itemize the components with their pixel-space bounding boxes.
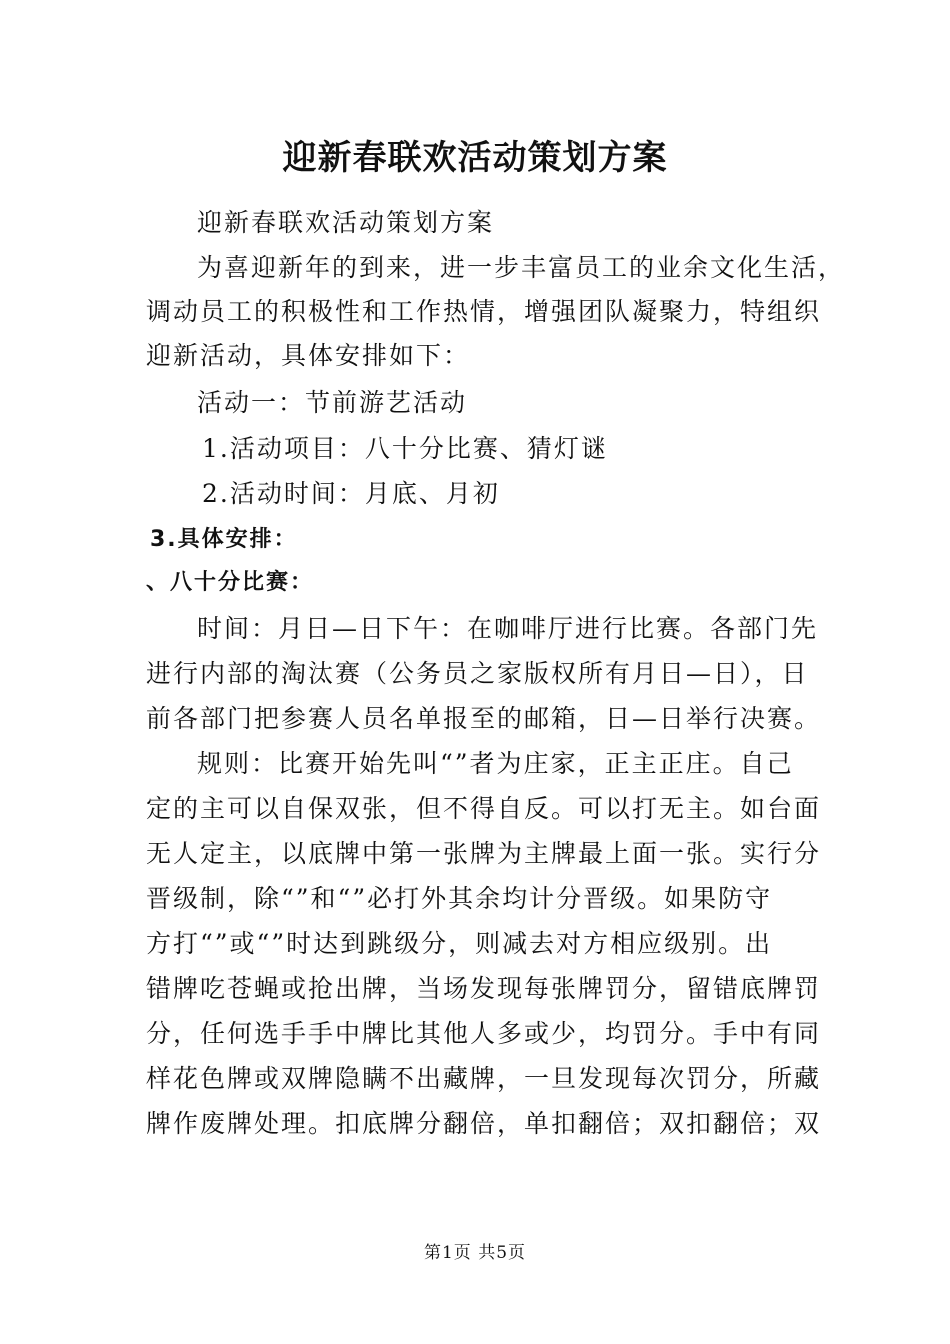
paragraph-line: 调动员工的积极性和工作热情，增强团队凝聚力，特组织: [146, 297, 822, 326]
paragraph-line: 样花色牌或双牌隐瞒不出藏牌，一旦发现每次罚分，所藏: [146, 1064, 822, 1093]
paragraph-line: 错牌吃苍蝇或抢出牌，当场发现每张牌罚分，留错底牌罚: [146, 974, 822, 1003]
document-title: 迎新春联欢活动策划方案: [282, 138, 668, 178]
paragraph-line: 为喜迎新年的到来，进一步丰富员工的业余文化生活，: [197, 253, 846, 282]
paragraph-line: 无人定主，以底牌中第一张牌为主牌最上面一张。实行分: [146, 839, 822, 868]
paragraph-line: 迎新活动，具体安排如下：: [146, 341, 471, 370]
paragraph-line: 时间：月日—日下午：在咖啡厅进行比赛。各部门先: [197, 614, 819, 643]
paragraph-line: 进行内部的淘汰赛（公务员之家版权所有月日—日），日: [146, 659, 809, 688]
section-heading: 3.具体安排：: [150, 527, 298, 552]
paragraph-line: 方打“”或“”时达到跳级分，则减去对方相应级别。出: [146, 929, 773, 958]
paragraph-line: 规则：比赛开始先叫“”者为庄家，正主正庄。自己: [197, 749, 794, 778]
paragraph-line: 晋级制，除“”和“”必打外其余均计分晋级。如果防守: [146, 884, 773, 913]
paragraph-line: 定的主可以自保双张，但不得自反。可以打无主。如台面: [146, 794, 822, 823]
paragraph-line: 1.活动项目：八十分比赛、猜灯谜: [202, 434, 608, 463]
paragraph-line: 牌作废牌处理。扣底牌分翻倍，单扣翻倍；双扣翻倍；双: [146, 1109, 822, 1138]
paragraph-line: 活动一：节前游艺活动: [197, 388, 468, 417]
paragraph-line: 迎新春联欢活动策划方案: [197, 208, 495, 237]
section-heading: 、八十分比赛：: [146, 570, 315, 595]
paragraph-line: 2.活动时间：月底、月初: [202, 479, 500, 508]
page-footer: 第1页 共5页: [423, 1243, 527, 1263]
paragraph-line: 前各部门把参赛人员名单报至的邮箱，日—日举行决赛。: [146, 704, 822, 733]
paragraph-line: 分，任何选手手中牌比其他人多或少，均罚分。手中有同: [146, 1019, 822, 1048]
